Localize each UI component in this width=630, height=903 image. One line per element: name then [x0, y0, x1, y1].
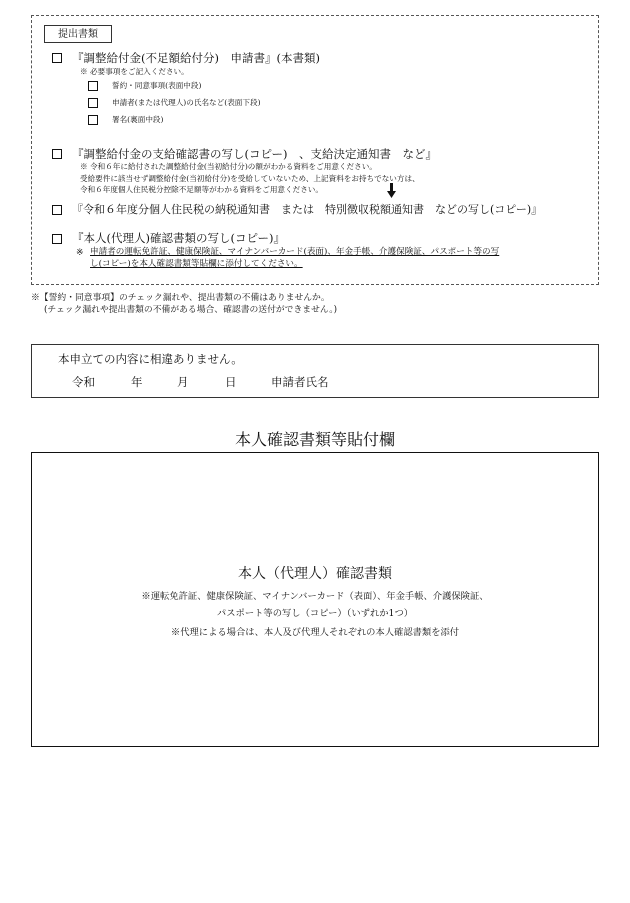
item4-checkbox[interactable] [52, 234, 62, 244]
id-box-heading: 本人（代理人）確認書類 [238, 566, 392, 582]
date-month-label: 月 [177, 375, 189, 389]
item4-label: 『本人(代理人)確認書類の写し(コピー)』 [72, 231, 285, 245]
item2-label: 『調整給付金の支給確認書の写し(コピー) 、支給決定通知書 など』 [72, 147, 438, 161]
date-era-label: 令和 [72, 375, 95, 389]
id-box-line-2: パスポート等の写し（コピー）（いずれか1つ） [216, 608, 414, 619]
item2-note-line: 受給要件に該当せず調整給付金(当初給付分)を受給していないため、上記資料をお持ちでない方は、 [80, 174, 420, 183]
subitem-signature-checkbox[interactable] [88, 115, 98, 125]
item1-label: 『調整給付金(不足額給付分) 申請書』(本書類) [72, 51, 320, 65]
id-box-line-1: ※運転免許証、健康保険証、マイナンバーカード（表面）、年金手帳、介護保険証、 [141, 591, 489, 602]
subitem-name-label: 申請者(または代理人)の氏名など(表面下段) [112, 98, 261, 107]
subitem-signature-label: 署名(裏面中段) [112, 115, 164, 124]
declaration-statement: 本申立ての内容に相違ありません。 [58, 352, 243, 366]
warning-line-2: (チェック漏れや提出書類の不備がある場合、確認書の送付ができません。) [44, 305, 338, 315]
item2-note-line: ※ 令和６年に給付された調整給付金(当初給付分)の額がわかる資料をご用意ください。 [80, 162, 377, 171]
documents-heading: 提出書類 [44, 25, 112, 43]
item4-note-line: し(コピー)を本人確認書類等貼欄に添付してください。 [90, 259, 303, 269]
item2-checkbox[interactable] [52, 149, 62, 159]
item4-note-line: 申請者の運転免許証、健康保険証、マイナンバーカード(表面)、年金手帳、介護保険証、パスポート等の写 [90, 247, 500, 257]
id-area-title: 本人確認書類等貼付欄 [234, 430, 395, 449]
item3-label: 『令和６年度分個人住民税の納税通知書 または 特別徴収税額通知書 などの写し(コピー)』 [72, 203, 543, 216]
item1-note: ※ 必要事項をご記入ください。 [80, 67, 189, 76]
item1-checkbox[interactable] [52, 53, 62, 63]
id-box-line-3: ※代理による場合は、本人及び代理人それぞれの本人確認書類を添付 [170, 627, 460, 638]
down-arrow-icon [387, 183, 396, 198]
subitem-pledge-label: 誓約・同意事項(表面中段) [112, 81, 202, 90]
date-day-label: 日 [225, 375, 237, 389]
applicant-name-label: 申請者氏名 [271, 375, 329, 389]
subitem-name-checkbox[interactable] [88, 98, 98, 108]
item3-checkbox[interactable] [52, 205, 62, 215]
item2-note-line: 令和６年度個人住民税分控除不足額等がわかる資料をご用意ください。 [80, 185, 323, 194]
subitem-pledge-checkbox[interactable] [88, 81, 98, 91]
warning-line-1: ※【誓約・同意事項】のチェック漏れや、提出書類の不備はありませんか。 [31, 293, 330, 303]
item4-note-mark: ※ [76, 247, 84, 258]
date-year-label: 年 [131, 375, 143, 389]
